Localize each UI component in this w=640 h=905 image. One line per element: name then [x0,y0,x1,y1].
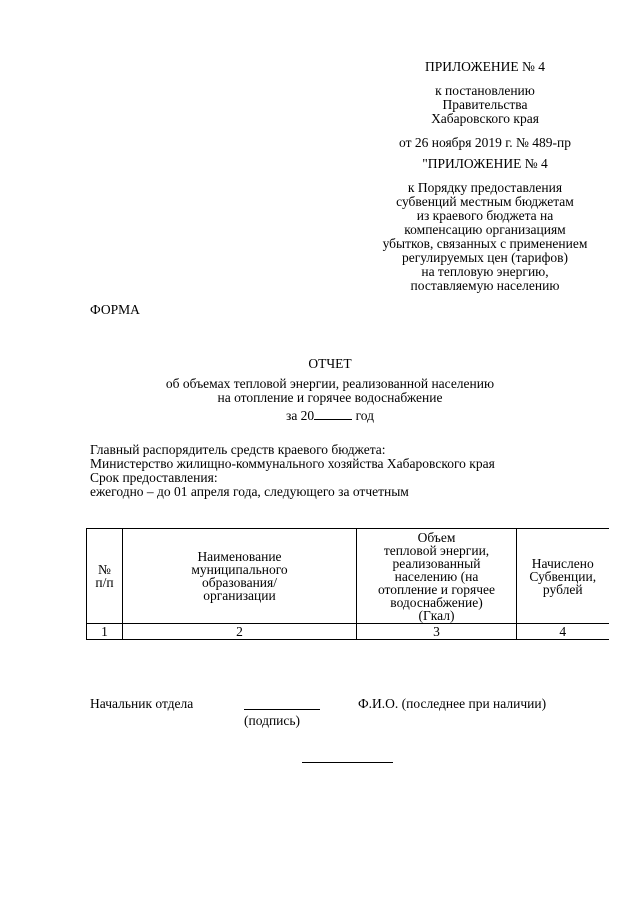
number-cell-2: 2 [123,624,357,640]
annex-inner-title: "ПРИЛОЖЕНИЕ № 4 [422,156,548,171]
report-subtitle-2: на отопление и горячее водоснабжение [217,390,443,405]
signature-position: Начальник отдела [90,696,194,711]
annex-inner-line-4: компенсацию организациям [404,222,566,237]
annex-inner-line-7: на тепловую энергию, [421,264,549,279]
annex-inner-line-2: субвенций местным бюджетам [396,194,574,209]
annex-inner-line-8: поставляемую населению [410,278,560,293]
annex-line-1: к постановлению [435,83,535,98]
report-subtitle-1: об объемах тепловой энергии, реализованной населению [165,376,495,391]
closing-line [302,762,393,763]
name-caption: Ф.И.О. (последнее при наличии) [358,696,547,711]
table-number-row [87,624,609,640]
header-cell-municipality: Наименование муниципального образования/ организации [123,529,357,624]
annex-line-3: Хабаровского края [431,111,539,126]
signature-caption: (подпись) [244,713,301,728]
table-header-row [87,529,609,624]
info-block [90,443,590,499]
number-cell-1: 1 [87,624,123,640]
report-table [86,528,609,640]
header-cell-subvention: Начислено Субвенции, рублей [517,529,609,624]
annex-date: от 26 ноября 2019 г. № 489-пр [399,135,571,150]
number-cell-4: 4 [517,624,609,640]
annex-inner-line-6: регулируемых цен (тарифов) [402,250,568,265]
header-cell-number: № п/п [87,529,123,624]
annex-inner-line-3: из краевого бюджета на [416,208,554,223]
annex-inner-line-5: убытков, связанных с применением [382,236,588,251]
info-line-2: Министерство жилищно-коммунального хозяйства Хабаровского края [90,456,495,471]
report-period-suffix: год [355,408,374,423]
annex-inner-header [360,157,610,293]
info-line-4: ежегодно – до 01 апреля года, следующего за отчетным [90,484,409,499]
header-cell-volume: Объем тепловой энергии, реализованный населению (на отопление и горячее водоснабжение) (Гкал) [357,529,517,624]
report-period-prefix: за 20 [285,408,315,423]
year-blank[interactable] [314,419,352,420]
info-line-3: Срок предоставления: [90,470,218,485]
report-title: ОТЧЕТ [308,356,352,371]
number-cell-3: 3 [357,624,517,640]
report-period [140,409,520,423]
annex-line-2: Правительства [442,97,528,112]
info-line-1: Главный распорядитель средств краевого бюджета: [90,442,386,457]
annex-header [380,60,590,150]
signature-line[interactable] [244,709,320,710]
annex-inner-line-1: к Порядку предоставления [407,180,563,195]
report-title-block [140,357,520,423]
form-label: ФОРМА [90,302,140,317]
annex-title: ПРИЛОЖЕНИЕ № 4 [424,59,546,74]
